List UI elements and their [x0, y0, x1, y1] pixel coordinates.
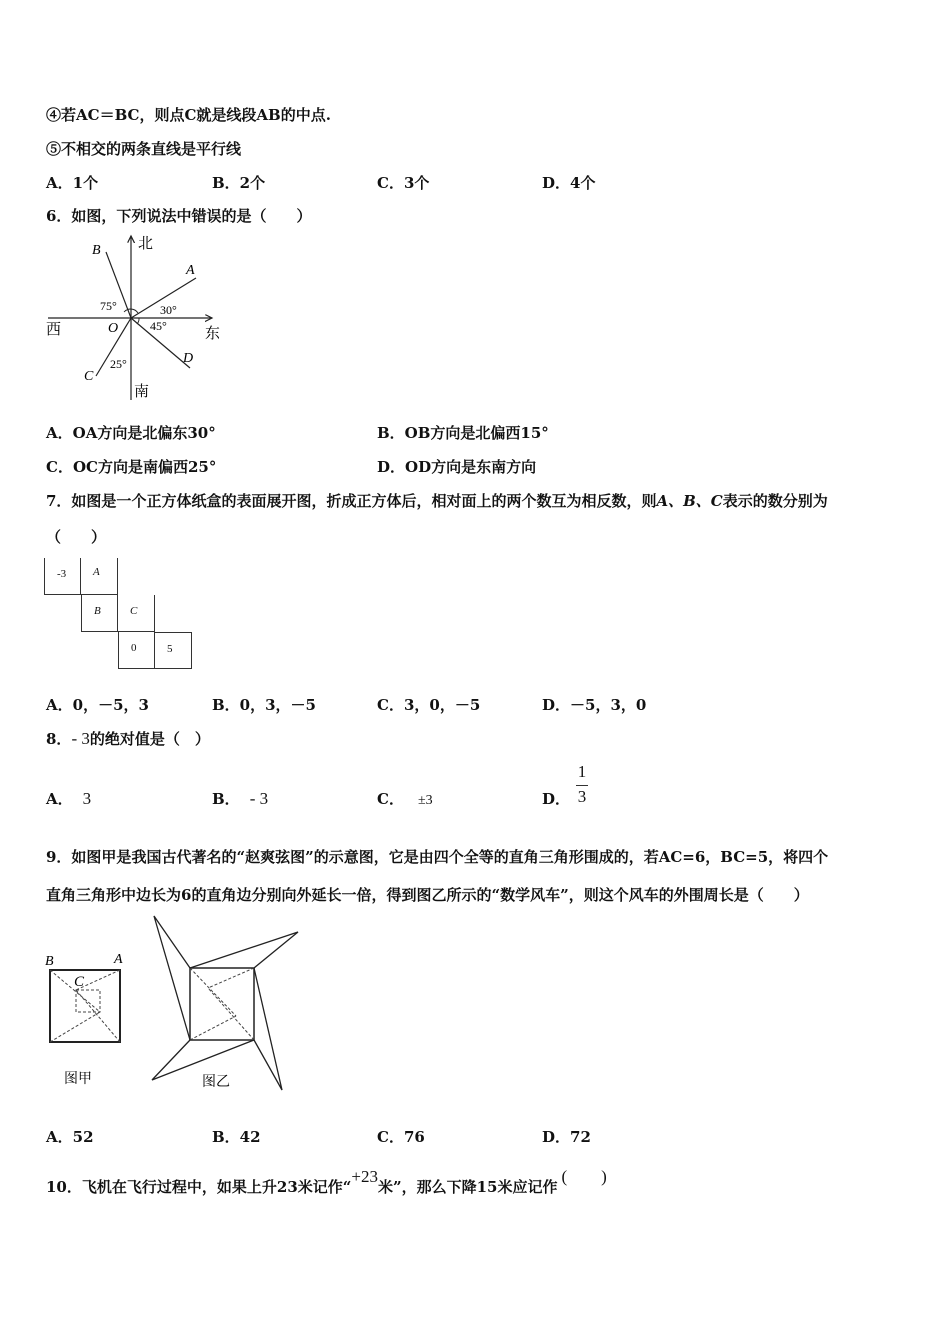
- q5-option-a: A．1个: [46, 174, 99, 192]
- q8-option-d-denominator: 3: [577, 787, 587, 806]
- q8-option-a: [46, 788, 91, 809]
- q9-option-c: C．76: [377, 1128, 425, 1146]
- q8-option-c: [377, 788, 433, 809]
- q10-stem-paren: ( ): [561, 1167, 607, 1186]
- q8-option-b-label: B．: [212, 790, 240, 808]
- statement-4: ④若AC＝BC，则点C就是线段AB的中点.: [46, 106, 331, 124]
- q9-label-c: C: [74, 974, 85, 990]
- q8-option-d-fraction: [574, 762, 590, 810]
- q7-net-cell: 5: [155, 632, 192, 669]
- q9-fig-jia-label: 图甲: [64, 1072, 92, 1087]
- q7-net-cell: B: [81, 595, 118, 632]
- q8-option-d-numerator: 1: [577, 762, 587, 781]
- q10-stem: [46, 1167, 607, 1197]
- q7-stem-paren: （ ）: [46, 528, 107, 546]
- q9-stem-line1: 9．如图甲是我国古代著名的“赵爽弦图”的示意图，它是由四个全等的直角三角形围成的，若AC=6，BC=5，将四个: [46, 848, 829, 866]
- q9-figures: [40, 912, 320, 1094]
- q8-fraction-bar: [576, 785, 588, 786]
- q6-label-d: D: [183, 351, 194, 366]
- q7-cube-net: [44, 558, 204, 673]
- q7-net-cell: A: [81, 558, 118, 595]
- q6-angle-c: 25°: [110, 357, 127, 371]
- q9-fig-yi-label: 图乙: [202, 1075, 230, 1090]
- q6-option-a: A．OA方向是北偏东30°: [46, 424, 216, 442]
- q6-label-o: O: [108, 321, 119, 336]
- q9-option-b: B．42: [212, 1128, 261, 1146]
- q8-option-b: [212, 788, 268, 809]
- q9-option-d: D．72: [542, 1128, 591, 1146]
- q5-option-c: C．3个: [377, 174, 430, 192]
- q10-stem-mid: 米”，那么下降15米应记作: [377, 1178, 558, 1196]
- q9-option-a: A．52: [46, 1128, 94, 1146]
- q7-stem-part2: 表示的数分别为: [722, 492, 828, 510]
- q8-stem-suffix: 的绝对值是（ ）: [89, 730, 210, 748]
- q6-option-c: C．OC方向是南偏西25°: [46, 458, 217, 476]
- q7-net-cell: 0: [118, 632, 155, 669]
- q8-option-a-label: A．: [46, 790, 73, 808]
- q8-option-d-label: D．: [542, 790, 571, 808]
- q7-option-b: B．0，3，－5: [212, 696, 316, 714]
- q6-angle-a: 30°: [160, 303, 177, 317]
- q8-stem-value: - 3: [71, 729, 90, 748]
- q6-label-c: C: [84, 369, 94, 384]
- q6-stem: 6．如图，下列说法中错误的是（ ）: [46, 207, 312, 225]
- q7-stem-part1: 7．如图是一个正方体纸盒的表面展开图，折成正方体后，相对面上的两个数互为相反数，则: [46, 492, 657, 510]
- q6-compass-figure: [40, 230, 230, 405]
- q5-option-b: B．2个: [212, 174, 266, 192]
- q6-label-b: B: [92, 243, 101, 258]
- q6-option-d: D．OD方向是东南方向: [377, 458, 537, 476]
- q9-label-b: B: [45, 954, 54, 969]
- q8-option-a-value: 3: [82, 789, 92, 808]
- q7-option-d: D．－5，3，0: [542, 696, 647, 714]
- q7-option-c: C．3，0，－5: [377, 696, 481, 714]
- q7-net-cell: C: [118, 595, 155, 632]
- q8-option-c-value: ±3: [417, 793, 433, 808]
- q7-stem: [46, 490, 828, 511]
- q5-option-d: D．4个: [542, 174, 596, 192]
- q6-label-west: 西: [46, 322, 62, 338]
- q6-label-north: 北: [138, 236, 154, 252]
- q9-label-a: A: [114, 952, 123, 967]
- q6-label-south: 南: [134, 384, 150, 400]
- q9-stem-line2: 直角三角形中边长为6的直角边分别向外延长一倍，得到图乙所示的“数学风车”，则这个风车的外围周长是（ ）: [46, 886, 809, 904]
- q10-stem-value: +23: [351, 1167, 378, 1186]
- q8-stem-prefix: 8．: [46, 730, 72, 748]
- q6-label-a: A: [186, 263, 195, 278]
- q6-option-b: B．OB方向是北偏西15°: [377, 424, 549, 442]
- q7-option-a: A．0，－5，3: [46, 696, 149, 714]
- q10-stem-prefix: 10．飞机在飞行过程中，如果上升23米记作“: [46, 1178, 352, 1196]
- q6-label-east: 东: [205, 326, 221, 342]
- q6-angle-d: 45°: [150, 319, 167, 333]
- q7-stem-vars: A、B、C: [656, 492, 723, 510]
- q8-option-c-label: C．: [377, 790, 404, 808]
- q8-option-b-value: - 3: [249, 789, 269, 808]
- q6-angle-b: 75°: [100, 299, 117, 313]
- q8-stem: [46, 728, 210, 749]
- statement-5: ⑤不相交的两条直线是平行线: [46, 140, 242, 158]
- q7-net-cell: -3: [44, 558, 81, 595]
